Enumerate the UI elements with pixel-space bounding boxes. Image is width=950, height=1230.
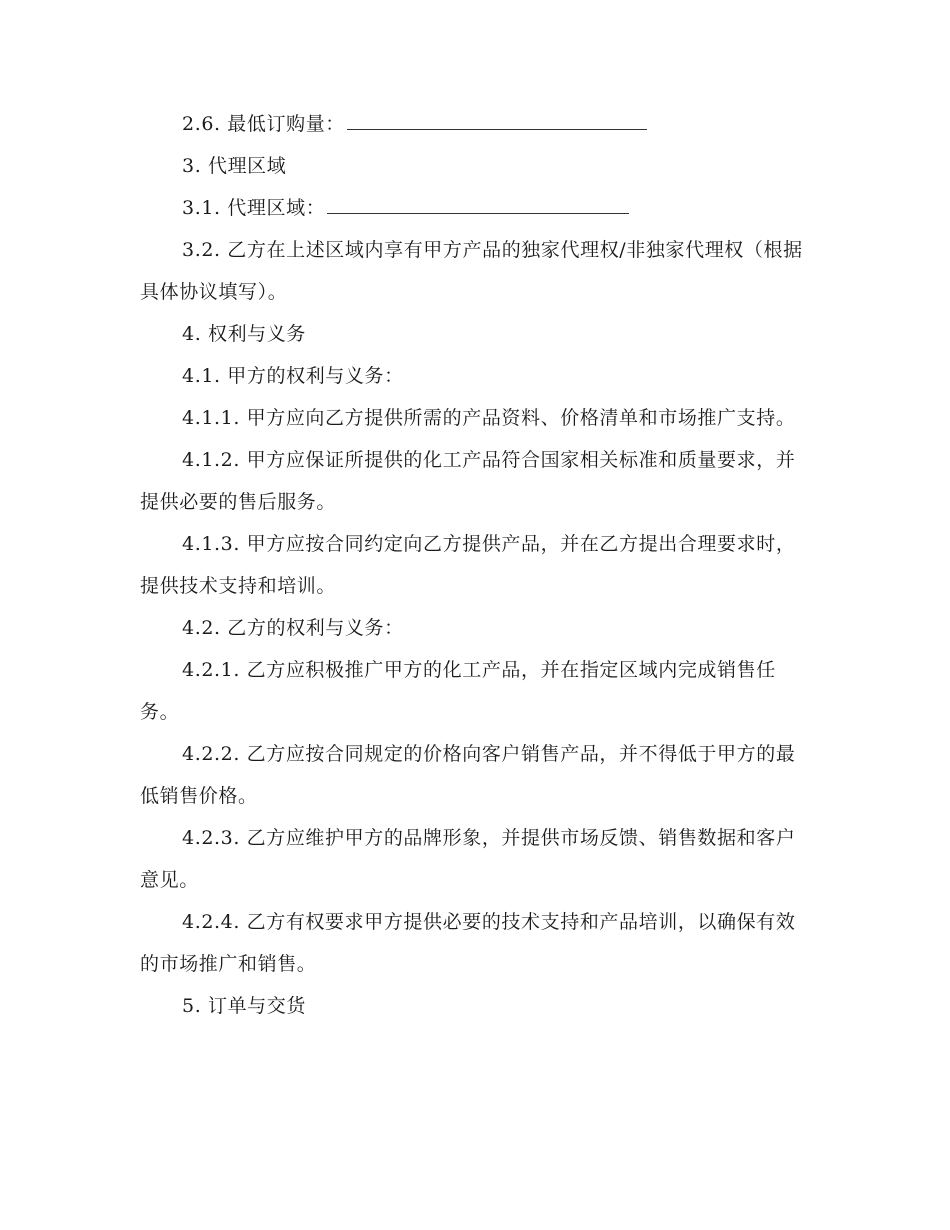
clause-4-2-1: 4.2.1. 乙方应积极推广甲方的化工产品，并在指定区域内完成销售任务。: [140, 659, 776, 723]
clause-4-1-3: 4.1.3. 甲方应按合同约定向乙方提供产品，并在乙方提出合理要求时，提供技术支持和培训。: [140, 533, 796, 597]
clause-4-2-2: 4.2.2. 乙方应按合同规定的价格向客户销售产品，并不得低于甲方的最低销售价格。: [140, 743, 796, 807]
clause-4-2-4: 4.2.4. 乙方有权要求甲方提供必要的技术支持和产品培训，以确保有效的市场推广和销售。: [140, 911, 796, 975]
section-3-heading: 3. 代理区域: [182, 155, 287, 177]
clause-4-1-1: 4.1.1. 甲方应向乙方提供所需的产品资料、价格清单和市场推广支持。: [182, 407, 796, 429]
clause-3-1: [140, 187, 808, 229]
section-5-heading: 5. 订单与交货: [182, 995, 306, 1017]
clause-4-2-3: 4.2.3. 乙方应维护甲方的品牌形象，并提供市场反馈、销售数据和客户意见。: [140, 827, 796, 891]
clause-3-2: 3.2. 乙方在上述区域内享有甲方产品的独家代理权/非独家代理权（根据具体协议填写）。: [140, 239, 803, 303]
clause-4-2: 4.2. 乙方的权利与义务：: [182, 617, 404, 639]
clause-3-1-text: 3.1. 代理区域：: [182, 197, 326, 219]
clause-2-6: [140, 103, 808, 145]
clause-2-6-text: 2.6. 最低订购量：: [182, 113, 345, 135]
document-body: [140, 103, 808, 1027]
agency-region-blank-line: [327, 189, 629, 214]
section-4-heading: 4. 权利与义务: [182, 323, 306, 345]
clause-4-1: 4.1. 甲方的权利与义务：: [182, 365, 404, 387]
minimum-order-blank-line: [347, 105, 647, 130]
clause-4-1-2: 4.1.2. 甲方应保证所提供的化工产品符合国家相关标准和质量要求，并提供必要的售后服务。: [140, 449, 796, 513]
